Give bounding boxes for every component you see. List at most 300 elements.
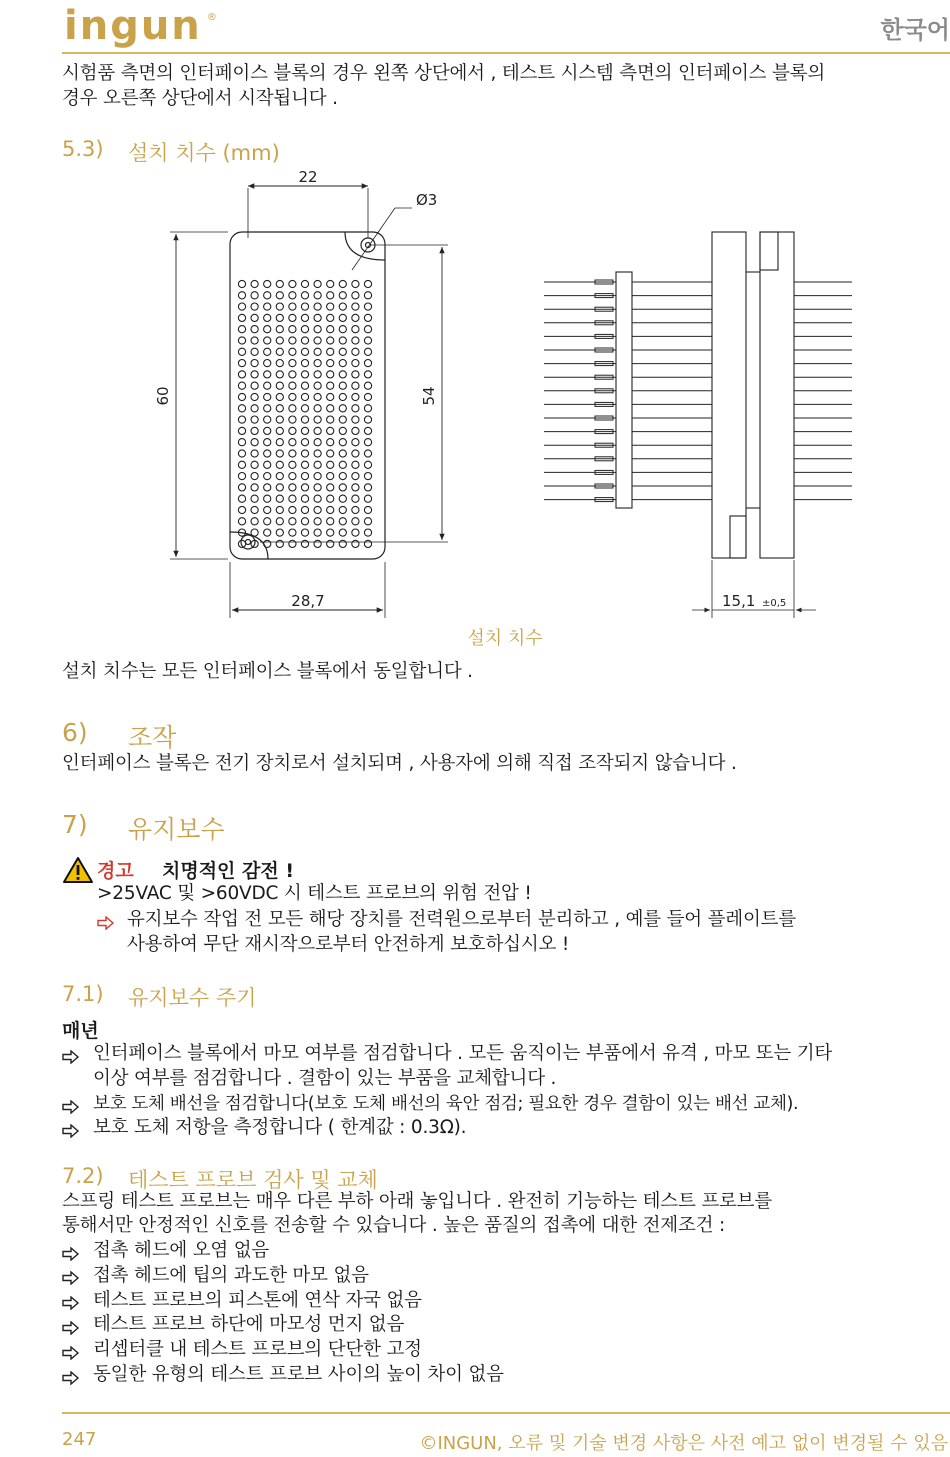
- contact-hole: [251, 450, 258, 457]
- contact-hole: [327, 360, 334, 367]
- contact-hole: [364, 518, 371, 525]
- section-5-3-title: 설치 치수 (mm): [128, 141, 280, 165]
- contact-hole: [238, 303, 245, 310]
- contact-hole: [238, 518, 245, 525]
- contact-hole: [339, 337, 346, 344]
- contact-hole: [238, 439, 245, 446]
- section-7-number: 7): [62, 810, 88, 839]
- contact-hole: [276, 371, 283, 378]
- contact-hole: [352, 405, 359, 412]
- contact-hole: [327, 439, 334, 446]
- list-item: 인터페이스 블록에서 마모 여부를 점검합니다 . 모든 움직이는 부품에서 유격 , 마모 또는 기타: [93, 1043, 833, 1064]
- installation-dimension-drawing: [140, 160, 860, 630]
- contact-hole: [339, 393, 346, 400]
- dim-side-tolerance: ±0,5: [762, 598, 787, 609]
- contact-hole: [264, 495, 271, 502]
- contact-hole: [289, 450, 296, 457]
- contact-hole: [264, 393, 271, 400]
- contact-hole: [276, 314, 283, 321]
- dim-top-label: 22: [298, 168, 318, 186]
- contact-hole: [352, 439, 359, 446]
- contact-hole: [364, 337, 371, 344]
- contact-grid: [238, 280, 371, 547]
- contact-hole: [364, 529, 371, 536]
- contact-hole: [251, 371, 258, 378]
- contact-hole: [339, 280, 346, 287]
- contact-hole: [276, 473, 283, 480]
- contact-hole: [264, 518, 271, 525]
- contact-hole: [352, 473, 359, 480]
- contact-hole: [301, 393, 308, 400]
- contact-hole: [352, 326, 359, 333]
- contact-hole: [301, 292, 308, 299]
- contact-hole: [264, 416, 271, 423]
- contact-hole: [352, 337, 359, 344]
- logo-text: ingun: [64, 3, 202, 49]
- contact-hole: [301, 405, 308, 412]
- contact-hole: [364, 314, 371, 321]
- contact-hole: [352, 484, 359, 491]
- contact-hole: [339, 292, 346, 299]
- list-item-arrow-icon: [62, 1268, 92, 1287]
- contact-hole: [352, 416, 359, 423]
- contact-hole: [327, 292, 334, 299]
- contact-hole: [327, 540, 334, 547]
- contact-hole: [289, 495, 296, 502]
- contact-hole: [339, 314, 346, 321]
- section-5-3-number: 5.3): [62, 137, 104, 161]
- contact-hole: [251, 360, 258, 367]
- contact-hole: [276, 360, 283, 367]
- dim-side-label: 15,1: [722, 592, 756, 610]
- contact-hole: [289, 326, 296, 333]
- contact-hole: [301, 303, 308, 310]
- contact-hole: [289, 473, 296, 480]
- contact-hole: [364, 360, 371, 367]
- list-item-arrow-icon: [62, 1096, 92, 1115]
- contact-hole: [327, 371, 334, 378]
- list-item-arrow-icon: [62, 1367, 92, 1386]
- list-item: 동일한 유형의 테스트 프로브 사이의 높이 차이 없음: [93, 1364, 504, 1385]
- contact-hole: [364, 280, 371, 287]
- contact-hole: [339, 405, 346, 412]
- contact-hole: [238, 280, 245, 287]
- logo-registered-mark: ®: [206, 12, 217, 23]
- contact-hole: [301, 382, 308, 389]
- contact-hole: [314, 473, 321, 480]
- contact-hole: [352, 540, 359, 547]
- probe-lines: [544, 280, 852, 502]
- contact-hole: [289, 348, 296, 355]
- contact-hole: [327, 280, 334, 287]
- contact-hole: [289, 439, 296, 446]
- contact-hole: [364, 405, 371, 412]
- dim-bottom-label: 28,7: [291, 592, 325, 610]
- header-rule: [62, 52, 950, 54]
- warning-label: 경고: [97, 860, 134, 882]
- contact-hole: [264, 280, 271, 287]
- contact-hole: [301, 427, 308, 434]
- contact-hole: [364, 540, 371, 547]
- contact-hole: [276, 382, 283, 389]
- contact-hole: [314, 382, 321, 389]
- contact-hole: [314, 461, 321, 468]
- contact-hole: [352, 506, 359, 513]
- contact-hole: [276, 348, 283, 355]
- contact-hole: [339, 450, 346, 457]
- page-number: 247: [62, 1429, 97, 1450]
- contact-hole: [352, 495, 359, 502]
- contact-hole: [301, 360, 308, 367]
- contact-hole: [289, 529, 296, 536]
- contact-hole: [339, 506, 346, 513]
- contact-hole: [339, 326, 346, 333]
- contact-hole: [314, 393, 321, 400]
- warning-icon: [62, 856, 94, 884]
- contact-hole: [276, 439, 283, 446]
- contact-hole: [289, 484, 296, 491]
- contact-hole: [264, 461, 271, 468]
- contact-hole: [352, 360, 359, 367]
- contact-hole: [364, 326, 371, 333]
- contact-hole: [289, 518, 296, 525]
- language-label: 한국어: [880, 16, 950, 44]
- side-view-left-block: [712, 232, 746, 558]
- contact-hole: [352, 518, 359, 525]
- contact-hole: [301, 484, 308, 491]
- section-5-3-text: 설치 치수는 모든 인터페이스 블록에서 동일합니다 .: [62, 661, 473, 682]
- contact-hole: [276, 326, 283, 333]
- footer-rule: [62, 1412, 950, 1414]
- section-7-1-subheading: 매년: [62, 1020, 99, 1042]
- contact-hole: [251, 348, 258, 355]
- contact-hole: [314, 416, 321, 423]
- contact-hole: [301, 314, 308, 321]
- contact-hole: [289, 371, 296, 378]
- contact-hole: [314, 427, 321, 434]
- contact-hole: [301, 540, 308, 547]
- section-7-1-number: 7.1): [62, 982, 104, 1006]
- contact-hole: [364, 473, 371, 480]
- contact-hole: [352, 303, 359, 310]
- contact-hole: [251, 326, 258, 333]
- contact-hole: [301, 473, 308, 480]
- contact-hole: [289, 461, 296, 468]
- contact-hole: [352, 393, 359, 400]
- contact-hole: [339, 303, 346, 310]
- list-item: 보호 도체 배선을 점검합니다(보호 도체 배선의 육안 점검; 필요한 경우 결함이 있는 배선 교체).: [93, 1094, 799, 1114]
- contact-hole: [314, 405, 321, 412]
- contact-hole: [352, 348, 359, 355]
- contact-hole: [314, 439, 321, 446]
- contact-hole: [276, 484, 283, 491]
- section-7-1-title: 유지보수 주기: [128, 986, 257, 1010]
- contact-hole: [289, 393, 296, 400]
- contact-hole: [251, 303, 258, 310]
- list-item: 리셉터클 내 테스트 프로브의 단단한 고정: [93, 1339, 422, 1361]
- contact-hole: [339, 461, 346, 468]
- contact-hole: [238, 382, 245, 389]
- contact-hole: [238, 337, 245, 344]
- contact-hole: [238, 473, 245, 480]
- contact-hole: [276, 280, 283, 287]
- contact-hole: [301, 518, 308, 525]
- contact-hole: [264, 382, 271, 389]
- contact-hole: [301, 495, 308, 502]
- contact-hole: [276, 427, 283, 434]
- section-7-2-paragraph-line-2: 통해서만 안정적인 신호를 전송할 수 있습니다 . 높은 품질의 접촉에 대한 전제조건 :: [62, 1215, 726, 1236]
- warning-title: 치명적인 감전 !: [162, 860, 295, 882]
- contact-hole: [238, 506, 245, 513]
- section-7-2-title: 테스트 프로브 검사 및 교체: [128, 1168, 378, 1192]
- contact-hole: [339, 360, 346, 367]
- contact-hole: [238, 461, 245, 468]
- contact-hole: [364, 506, 371, 513]
- contact-hole: [339, 416, 346, 423]
- contact-hole: [364, 495, 371, 502]
- contact-hole: [327, 393, 334, 400]
- contact-hole: [314, 337, 321, 344]
- contact-hole: [314, 450, 321, 457]
- contact-hole: [251, 529, 258, 536]
- contact-hole: [238, 450, 245, 457]
- contact-hole: [251, 393, 258, 400]
- contact-hole: [364, 450, 371, 457]
- contact-hole: [301, 450, 308, 457]
- contact-hole: [289, 314, 296, 321]
- contact-hole: [301, 280, 308, 287]
- contact-hole: [339, 439, 346, 446]
- contact-hole: [289, 540, 296, 547]
- drawing-caption: 설치 치수: [467, 628, 543, 649]
- contact-hole: [251, 314, 258, 321]
- contact-hole: [314, 506, 321, 513]
- contact-hole: [264, 303, 271, 310]
- contact-hole: [276, 450, 283, 457]
- contact-hole: [264, 360, 271, 367]
- contact-hole: [251, 495, 258, 502]
- contact-hole: [251, 427, 258, 434]
- contact-hole: [327, 473, 334, 480]
- contact-hole: [352, 382, 359, 389]
- contact-hole: [327, 405, 334, 412]
- contact-hole: [289, 427, 296, 434]
- contact-hole: [264, 405, 271, 412]
- contact-hole: [339, 348, 346, 355]
- contact-hole: [327, 416, 334, 423]
- contact-hole: [314, 484, 321, 491]
- intro-line-1: 시험품 측면의 인터페이스 블록의 경우 왼쪽 상단에서 , 테스트 시스템 측면의 인터페이스 블록의: [62, 63, 826, 84]
- contact-hole: [364, 371, 371, 378]
- contact-hole: [314, 360, 321, 367]
- contact-hole: [238, 416, 245, 423]
- contact-hole: [251, 382, 258, 389]
- contact-hole: [264, 292, 271, 299]
- contact-hole: [327, 484, 334, 491]
- contact-hole: [352, 450, 359, 457]
- contact-hole: [264, 484, 271, 491]
- list-item-arrow-icon: [62, 1046, 92, 1065]
- warning-bullet-line-2: 사용하여 무단 재시작으로부터 안전하게 보호하십시오 !: [127, 934, 570, 955]
- contact-hole: [289, 416, 296, 423]
- contact-hole: [314, 348, 321, 355]
- dim-right-label: 54: [420, 386, 438, 406]
- side-view-probe-plate: [616, 272, 632, 508]
- contact-hole: [264, 371, 271, 378]
- contact-hole: [314, 314, 321, 321]
- contact-hole: [276, 393, 283, 400]
- contact-hole: [251, 473, 258, 480]
- contact-hole: [339, 382, 346, 389]
- contact-hole: [238, 484, 245, 491]
- contact-hole: [301, 326, 308, 333]
- contact-hole: [264, 314, 271, 321]
- contact-hole: [289, 280, 296, 287]
- contact-hole: [289, 303, 296, 310]
- contact-hole: [276, 529, 283, 536]
- contact-hole: [251, 292, 258, 299]
- contact-hole: [238, 427, 245, 434]
- contact-hole: [238, 326, 245, 333]
- contact-hole: [276, 540, 283, 547]
- contact-hole: [301, 348, 308, 355]
- contact-hole: [238, 371, 245, 378]
- contact-hole: [301, 506, 308, 513]
- contact-hole: [289, 506, 296, 513]
- list-item-arrow-icon: [62, 1293, 92, 1312]
- contact-hole: [339, 518, 346, 525]
- contact-hole: [352, 314, 359, 321]
- contact-hole: [238, 405, 245, 412]
- contact-hole: [327, 450, 334, 457]
- list-item-arrow-icon: [62, 1342, 92, 1361]
- contact-hole: [339, 529, 346, 536]
- contact-hole: [276, 303, 283, 310]
- section-7-2-number: 7.2): [62, 1164, 104, 1188]
- contact-hole: [364, 303, 371, 310]
- contact-hole: [364, 416, 371, 423]
- contact-hole: [352, 371, 359, 378]
- contact-hole: [264, 450, 271, 457]
- contact-hole: [339, 371, 346, 378]
- contact-hole: [327, 495, 334, 502]
- contact-hole: [352, 427, 359, 434]
- section-6-number: 6): [62, 718, 88, 747]
- contact-hole: [327, 506, 334, 513]
- contact-hole: [327, 314, 334, 321]
- contact-hole: [301, 529, 308, 536]
- contact-hole: [314, 495, 321, 502]
- contact-hole: [364, 292, 371, 299]
- contact-hole: [314, 518, 321, 525]
- contact-hole: [289, 292, 296, 299]
- contact-hole: [276, 292, 283, 299]
- contact-hole: [238, 360, 245, 367]
- list-item-arrow-icon: [62, 1120, 92, 1139]
- contact-hole: [327, 518, 334, 525]
- contact-hole: [251, 484, 258, 491]
- contact-hole: [327, 461, 334, 468]
- contact-hole: [276, 495, 283, 502]
- contact-hole: [251, 337, 258, 344]
- contact-hole: [251, 405, 258, 412]
- contact-hole: [339, 495, 346, 502]
- contact-hole: [251, 506, 258, 513]
- contact-hole: [289, 337, 296, 344]
- dim-hole-label: Ø3: [416, 191, 438, 209]
- contact-hole: [314, 529, 321, 536]
- contact-hole: [352, 529, 359, 536]
- contact-hole: [289, 360, 296, 367]
- contact-hole: [264, 529, 271, 536]
- section-7-2-paragraph-line-1: 스프링 테스트 프로브는 매우 다른 부하 아래 놓입니다 . 완전히 기능하는 테스트 프로브를: [62, 1191, 773, 1212]
- contact-hole: [276, 518, 283, 525]
- contact-hole: [314, 292, 321, 299]
- contact-hole: [264, 348, 271, 355]
- contact-hole: [238, 348, 245, 355]
- contact-hole: [327, 382, 334, 389]
- contact-hole: [352, 280, 359, 287]
- contact-hole: [276, 506, 283, 513]
- list-item-arrow-icon: [62, 1243, 92, 1262]
- contact-hole: [364, 461, 371, 468]
- contact-hole: [301, 461, 308, 468]
- contact-hole: [327, 303, 334, 310]
- contact-hole: [301, 439, 308, 446]
- contact-hole: [289, 382, 296, 389]
- contact-hole: [364, 484, 371, 491]
- list-item: 보호 도체 저항을 측정합니다 ( 한계값 : 0.3Ω).: [93, 1117, 467, 1138]
- contact-hole: [327, 427, 334, 434]
- section-6-title: 조작: [128, 723, 177, 752]
- warning-bullet-line-1: 유지보수 작업 전 모든 해당 장치를 전력원으로부터 분리하고 , 예를 들어 플레이트를: [127, 909, 796, 930]
- contact-hole: [264, 540, 271, 547]
- list-item: 테스트 프로브 하단에 마모성 먼지 없음: [93, 1314, 405, 1336]
- contact-hole: [251, 518, 258, 525]
- contact-hole: [352, 461, 359, 468]
- contact-hole: [264, 427, 271, 434]
- contact-hole: [364, 393, 371, 400]
- contact-hole: [314, 540, 321, 547]
- list-item-continuation: 이상 여부를 점검합니다 . 결함이 있는 부품을 교체합니다 .: [93, 1068, 557, 1089]
- list-item: 접촉 헤드에 팁의 과도한 마모 없음: [93, 1264, 369, 1286]
- section-7-title: 유지보수: [128, 815, 225, 844]
- contact-hole: [276, 337, 283, 344]
- contact-hole: [289, 405, 296, 412]
- contact-hole: [276, 461, 283, 468]
- contact-hole: [364, 348, 371, 355]
- contact-hole: [301, 337, 308, 344]
- contact-hole: [314, 303, 321, 310]
- contact-hole: [314, 326, 321, 333]
- warning-bullet-arrow-icon: [97, 912, 115, 931]
- contact-hole: [264, 506, 271, 513]
- list-item: 접촉 헤드에 오염 없음: [93, 1240, 270, 1261]
- contact-hole: [264, 326, 271, 333]
- logo: [64, 4, 234, 48]
- contact-hole: [251, 439, 258, 446]
- dim-left-label: 60: [154, 386, 172, 406]
- side-view-right-block: [760, 232, 794, 558]
- contact-hole: [264, 337, 271, 344]
- contact-hole: [339, 427, 346, 434]
- contact-hole: [251, 280, 258, 287]
- contact-hole: [238, 292, 245, 299]
- contact-hole: [238, 314, 245, 321]
- contact-hole: [314, 280, 321, 287]
- contact-hole: [251, 461, 258, 468]
- warning-line: >25VAC 및 >60VDC 시 테스트 프로브의 위험 전압 !: [97, 883, 532, 904]
